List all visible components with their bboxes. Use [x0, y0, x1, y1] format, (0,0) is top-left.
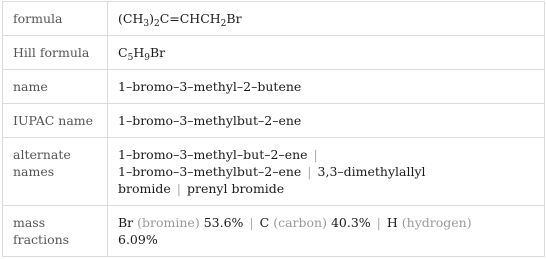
table-row-formula [3, 2, 545, 36]
alternate-name: prenyl bromide [186, 181, 285, 196]
alternate-name: 1–bromo–3–methylbut–2–ene [118, 164, 302, 179]
separator: | [176, 181, 181, 196]
table-row-name [3, 70, 545, 104]
table-row-hill-formula [3, 36, 545, 70]
table-row-mass-fractions [3, 206, 545, 257]
properties-table [2, 1, 545, 257]
row-label: name [3, 70, 108, 104]
row-label: IUPAC name [3, 104, 108, 138]
formula-value: $(CH_3)_2C=CHCH_2Br$ [108, 2, 545, 36]
row-label: Hill formula [3, 36, 108, 70]
separator: | [307, 164, 312, 179]
mass-percent: 40.3% [330, 215, 371, 230]
hill-formula-value: $C_5H_9Br$ [108, 36, 545, 70]
mass-percent: 6.09% [118, 232, 158, 247]
alternate-names-value [108, 138, 545, 206]
element-symbol: Br [118, 215, 134, 230]
table-row-alternate-names [3, 138, 545, 206]
element-name: (bromine) [137, 215, 200, 230]
separator: | [376, 215, 381, 230]
table-row-iupac-name [3, 104, 545, 138]
name-value: 1–bromo–3–methyl–2–butene [108, 70, 545, 104]
element-symbol: C [259, 215, 270, 230]
alternate-name: 1–bromo–3–methyl–but–2–ene [118, 147, 308, 162]
element-name: (carbon) [273, 215, 327, 230]
row-label: mass fractions [3, 206, 108, 257]
separator: | [249, 215, 254, 230]
row-label: formula [3, 2, 108, 36]
iupac-name-value: 1–bromo–3–methylbut–2–ene [108, 104, 545, 138]
mass-fractions-value [108, 206, 545, 257]
separator: | [313, 147, 318, 162]
mass-percent: 53.6% [203, 215, 244, 230]
element-symbol: H [386, 215, 398, 230]
element-name: (hydrogen) [401, 215, 472, 230]
row-label: alternate names [3, 138, 108, 206]
alternate-name: 3,3–dimethylallyl bromide [118, 164, 426, 196]
